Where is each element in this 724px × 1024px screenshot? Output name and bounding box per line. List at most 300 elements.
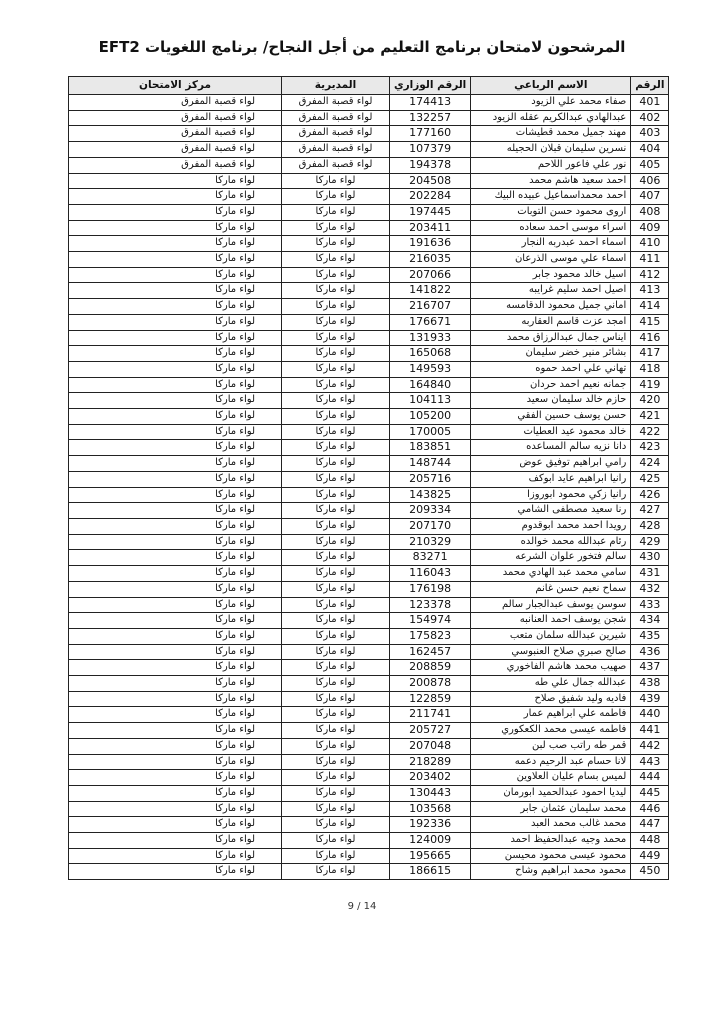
candidate-name: ليديا احمود عبدالحميد ابورمان: [471, 785, 631, 801]
directorate: لواء ماركا: [282, 785, 390, 801]
directorate: لواء ماركا: [282, 220, 390, 236]
table-row: [69, 142, 669, 158]
ministry-number: 141822: [390, 283, 471, 299]
row-number: 432: [631, 581, 669, 597]
ministry-number: 211741: [390, 707, 471, 723]
exam-center: لواء ماركا: [69, 770, 282, 786]
ministry-number: 123378: [390, 597, 471, 613]
ministry-number: 131933: [390, 330, 471, 346]
row-number: 424: [631, 456, 669, 472]
directorate: لواء ماركا: [282, 409, 390, 425]
ministry-number: 154974: [390, 613, 471, 629]
ministry-number: 148744: [390, 456, 471, 472]
exam-center: لواء ماركا: [69, 471, 282, 487]
ministry-number: 174413: [390, 95, 471, 111]
candidate-name: امجد عزت قاسم العقاربه: [471, 314, 631, 330]
ministry-number: 143825: [390, 487, 471, 503]
exam-center: لواء ماركا: [69, 864, 282, 880]
row-number: 423: [631, 440, 669, 456]
row-number: 413: [631, 283, 669, 299]
row-number: 437: [631, 660, 669, 676]
directorate: لواء ماركا: [282, 581, 390, 597]
table-row: [69, 361, 669, 377]
row-number: 427: [631, 503, 669, 519]
exam-center: لواء ماركا: [69, 440, 282, 456]
table-row: [69, 409, 669, 425]
candidate-name: محمد سليمان عثمان جابر: [471, 801, 631, 817]
table-row: [69, 173, 669, 189]
ministry-number: 107379: [390, 142, 471, 158]
directorate: لواء ماركا: [282, 660, 390, 676]
ministry-number: 202284: [390, 189, 471, 205]
ministry-number: 204508: [390, 173, 471, 189]
row-number: 403: [631, 126, 669, 142]
exam-center: لواء ماركا: [69, 377, 282, 393]
directorate: لواء ماركا: [282, 456, 390, 472]
candidate-name: محمد غالب محمد العبد: [471, 817, 631, 833]
candidate-name: محمود عيسى محمود محيسن: [471, 848, 631, 864]
row-number: 431: [631, 566, 669, 582]
row-number: 421: [631, 409, 669, 425]
row-number: 450: [631, 864, 669, 880]
exam-center: لواء ماركا: [69, 676, 282, 692]
table-row: [69, 487, 669, 503]
page-number: 9 / 14: [347, 901, 377, 912]
candidate-name: اسراء موسى احمد سعاده: [471, 220, 631, 236]
ministry-number: 183851: [390, 440, 471, 456]
row-number: 415: [631, 314, 669, 330]
candidate-name: رئام عبدالله محمد خوالده: [471, 534, 631, 550]
exam-center: لواء ماركا: [69, 299, 282, 315]
ministry-number: 105200: [390, 409, 471, 425]
candidate-name: لانا حسام عبد الرحيم دعمه: [471, 754, 631, 770]
candidate-name: شجن يوسف احمد العنانبه: [471, 613, 631, 629]
candidate-name: ايناس جمال عبدالرزاق محمد: [471, 330, 631, 346]
candidate-name: نور علي فاعور اللاحم: [471, 157, 631, 173]
row-number: 441: [631, 723, 669, 739]
table-row: [69, 252, 669, 268]
exam-center: لواء ماركا: [69, 534, 282, 550]
candidate-name: تهاني علي احمد حموه: [471, 361, 631, 377]
exam-center: لواء ماركا: [69, 597, 282, 613]
table-row: [69, 95, 669, 111]
row-number: 401: [631, 95, 669, 111]
exam-center: لواء ماركا: [69, 346, 282, 362]
ministry-number: 194378: [390, 157, 471, 173]
row-number: 435: [631, 628, 669, 644]
table-row: [69, 754, 669, 770]
exam-center: لواء ماركا: [69, 204, 282, 220]
table-row: [69, 534, 669, 550]
table-row: [69, 267, 669, 283]
exam-center: لواء ماركا: [69, 723, 282, 739]
candidate-name: رنا سعيد مصطفى الشامي: [471, 503, 631, 519]
row-number: 438: [631, 676, 669, 692]
table-row: [69, 189, 669, 205]
directorate: لواء ماركا: [282, 770, 390, 786]
exam-center: لواء قصبة المفرق: [69, 126, 282, 142]
row-number: 417: [631, 346, 669, 362]
row-number: 448: [631, 833, 669, 849]
ministry-number: 207170: [390, 518, 471, 534]
candidate-name: سامي محمد عبد الهادي محمد: [471, 566, 631, 582]
row-number: 425: [631, 471, 669, 487]
exam-center: لواء ماركا: [69, 613, 282, 629]
directorate: لواء ماركا: [282, 628, 390, 644]
ministry-number: 218289: [390, 754, 471, 770]
table-row: [69, 613, 669, 629]
candidate-name: رانيا زكي محمود ابوروزا: [471, 487, 631, 503]
candidate-name: احمد محمداسماعيل عبيده البيك: [471, 189, 631, 205]
candidate-name: صهيب محمد هاشم الفاخوري: [471, 660, 631, 676]
row-number: 428: [631, 518, 669, 534]
candidate-name: فاطمه علي ابراهيم عمار: [471, 707, 631, 723]
table-row: [69, 644, 669, 660]
table-row: [69, 691, 669, 707]
exam-center: لواء قصبة المفرق: [69, 157, 282, 173]
row-number: 409: [631, 220, 669, 236]
ministry-number: 176671: [390, 314, 471, 330]
ministry-number: 195665: [390, 848, 471, 864]
table-row: [69, 424, 669, 440]
directorate: لواء ماركا: [282, 833, 390, 849]
ministry-number: 200878: [390, 676, 471, 692]
table-row: [69, 723, 669, 739]
candidate-name: محمد وجيه عبدالحفيظ احمد: [471, 833, 631, 849]
header-directorate: المديرية: [282, 77, 390, 95]
table-row: [69, 440, 669, 456]
candidate-name: سالم فتخور علوان الشرعه: [471, 550, 631, 566]
exam-center: لواء ماركا: [69, 518, 282, 534]
table-row: [69, 801, 669, 817]
exam-center: لواء ماركا: [69, 738, 282, 754]
row-number: 447: [631, 817, 669, 833]
ministry-number: 216035: [390, 252, 471, 268]
directorate: لواء ماركا: [282, 518, 390, 534]
table-row: [69, 220, 669, 236]
candidate-name: سماح نعيم حسن غانم: [471, 581, 631, 597]
table-row: [69, 110, 669, 126]
exam-center: لواء ماركا: [69, 628, 282, 644]
directorate: لواء ماركا: [282, 267, 390, 283]
ministry-number: 192336: [390, 817, 471, 833]
ministry-number: 197445: [390, 204, 471, 220]
table-body: [69, 95, 669, 880]
candidate-name: لميس بسام عليان العلاوين: [471, 770, 631, 786]
table-row: [69, 770, 669, 786]
table-row: [69, 738, 669, 754]
row-number: 419: [631, 377, 669, 393]
candidate-name: رامي ابراهيم توفيق عوض: [471, 456, 631, 472]
candidate-name: اروى محمود حسن التوبات: [471, 204, 631, 220]
directorate: لواء ماركا: [282, 487, 390, 503]
directorate: لواء قصبة المفرق: [282, 110, 390, 126]
row-number: 406: [631, 173, 669, 189]
row-number: 411: [631, 252, 669, 268]
exam-center: لواء ماركا: [69, 550, 282, 566]
exam-center: لواء ماركا: [69, 456, 282, 472]
exam-center: لواء ماركا: [69, 691, 282, 707]
ministry-number: 207048: [390, 738, 471, 754]
row-number: 444: [631, 770, 669, 786]
candidate-name: دانا نزيه سالم المساعده: [471, 440, 631, 456]
exam-center: لواء ماركا: [69, 707, 282, 723]
table-row: [69, 503, 669, 519]
ministry-number: 149593: [390, 361, 471, 377]
ministry-number: 116043: [390, 566, 471, 582]
directorate: لواء قصبة المفرق: [282, 142, 390, 158]
directorate: لواء ماركا: [282, 346, 390, 362]
exam-center: لواء ماركا: [69, 581, 282, 597]
exam-center: لواء ماركا: [69, 566, 282, 582]
table-row: [69, 393, 669, 409]
candidate-name: نسرين سليمان قبلان الحجيله: [471, 142, 631, 158]
exam-center: لواء ماركا: [69, 236, 282, 252]
ministry-number: 132257: [390, 110, 471, 126]
row-number: 433: [631, 597, 669, 613]
row-number: 405: [631, 157, 669, 173]
ministry-number: 209334: [390, 503, 471, 519]
candidate-name: محمود محمد ابراهيم وشاح: [471, 864, 631, 880]
directorate: لواء ماركا: [282, 361, 390, 377]
table-row: [69, 628, 669, 644]
table-row: [69, 314, 669, 330]
candidate-name: عبدالله جمال علي طه: [471, 676, 631, 692]
ministry-number: 170005: [390, 424, 471, 440]
table-row: [69, 833, 669, 849]
row-number: 436: [631, 644, 669, 660]
directorate: لواء ماركا: [282, 801, 390, 817]
candidate-name: بشائر منير خضر سليمان: [471, 346, 631, 362]
table-row: [69, 471, 669, 487]
row-number: 429: [631, 534, 669, 550]
ministry-number: 162457: [390, 644, 471, 660]
table-row: [69, 126, 669, 142]
table-row: [69, 597, 669, 613]
directorate: لواء ماركا: [282, 283, 390, 299]
row-number: 420: [631, 393, 669, 409]
directorate: لواء ماركا: [282, 471, 390, 487]
exam-center: لواء ماركا: [69, 754, 282, 770]
table-row: [69, 676, 669, 692]
table-row: [69, 283, 669, 299]
row-number: 412: [631, 267, 669, 283]
row-number: 445: [631, 785, 669, 801]
ministry-number: 205716: [390, 471, 471, 487]
candidate-name: حسن يوسف حسين الفقي: [471, 409, 631, 425]
table-row: [69, 204, 669, 220]
header-full-name: الاسم الرباعي: [471, 77, 631, 95]
candidate-name: رانيا ابراهيم عايد ابوكف: [471, 471, 631, 487]
directorate: لواء ماركا: [282, 440, 390, 456]
table-row: [69, 817, 669, 833]
table-row: [69, 848, 669, 864]
directorate: لواء ماركا: [282, 236, 390, 252]
candidate-name: فاطمه عيسى محمد الكعكوري: [471, 723, 631, 739]
page-title: المرشحون لامتحان برنامج التعليم من أجل النجاح/ برنامج اللغويات EFT2: [98, 38, 626, 56]
row-number: 414: [631, 299, 669, 315]
directorate: لواء قصبة المفرق: [282, 157, 390, 173]
ministry-number: 103568: [390, 801, 471, 817]
exam-center: لواء ماركا: [69, 267, 282, 283]
directorate: لواء ماركا: [282, 424, 390, 440]
row-number: 439: [631, 691, 669, 707]
exam-center: لواء ماركا: [69, 833, 282, 849]
directorate: لواء ماركا: [282, 503, 390, 519]
ministry-number: 186615: [390, 864, 471, 880]
directorate: لواء قصبة المفرق: [282, 95, 390, 111]
exam-center: لواء ماركا: [69, 314, 282, 330]
directorate: لواء ماركا: [282, 676, 390, 692]
candidate-name: اصيل احمد سليم غرايبه: [471, 283, 631, 299]
row-number: 449: [631, 848, 669, 864]
directorate: لواء ماركا: [282, 252, 390, 268]
candidate-name: صفاء محمد علي الزيود: [471, 95, 631, 111]
row-number: 422: [631, 424, 669, 440]
row-number: 410: [631, 236, 669, 252]
directorate: لواء ماركا: [282, 597, 390, 613]
exam-center: لواء قصبة المفرق: [69, 142, 282, 158]
directorate: لواء ماركا: [282, 613, 390, 629]
directorate: لواء ماركا: [282, 566, 390, 582]
exam-center: لواء ماركا: [69, 189, 282, 205]
ministry-number: 210329: [390, 534, 471, 550]
ministry-number: 124009: [390, 833, 471, 849]
exam-center: لواء ماركا: [69, 660, 282, 676]
ministry-number: 203411: [390, 220, 471, 236]
ministry-number: 216707: [390, 299, 471, 315]
directorate: لواء ماركا: [282, 393, 390, 409]
row-number: 416: [631, 330, 669, 346]
directorate: لواء ماركا: [282, 691, 390, 707]
table-row: [69, 299, 669, 315]
candidate-name: اسماء احمد عبدربه النجار: [471, 236, 631, 252]
table-row: [69, 377, 669, 393]
exam-center: لواء ماركا: [69, 330, 282, 346]
table-row: [69, 518, 669, 534]
directorate: لواء ماركا: [282, 817, 390, 833]
ministry-number: 191636: [390, 236, 471, 252]
row-number: 402: [631, 110, 669, 126]
exam-center: لواء ماركا: [69, 801, 282, 817]
row-number: 404: [631, 142, 669, 158]
candidate-name: حازم خالد سليمان سعيد: [471, 393, 631, 409]
table-row: [69, 456, 669, 472]
directorate: لواء ماركا: [282, 204, 390, 220]
candidate-name: فاديه وليد شفيق صلاح: [471, 691, 631, 707]
ministry-number: 175823: [390, 628, 471, 644]
directorate: لواء ماركا: [282, 330, 390, 346]
row-number: 442: [631, 738, 669, 754]
directorate: لواء ماركا: [282, 848, 390, 864]
table-row: [69, 330, 669, 346]
directorate: لواء ماركا: [282, 189, 390, 205]
exam-center: لواء ماركا: [69, 252, 282, 268]
row-number: 408: [631, 204, 669, 220]
directorate: لواء ماركا: [282, 173, 390, 189]
exam-center: لواء قصبة المفرق: [69, 95, 282, 111]
directorate: لواء ماركا: [282, 754, 390, 770]
candidate-name: عبدالهادي عبدالكريم عقله الزيود: [471, 110, 631, 126]
candidate-name: سوسن يوسف عبدالجبار سالم: [471, 597, 631, 613]
exam-center: لواء قصبة المفرق: [69, 110, 282, 126]
candidate-name: اسيل خالد محمود جابر: [471, 267, 631, 283]
exam-center: لواء ماركا: [69, 409, 282, 425]
row-number: 430: [631, 550, 669, 566]
exam-center: لواء ماركا: [69, 393, 282, 409]
row-number: 418: [631, 361, 669, 377]
exam-center: لواء ماركا: [69, 220, 282, 236]
directorate: لواء ماركا: [282, 738, 390, 754]
table-row: [69, 581, 669, 597]
row-number: 443: [631, 754, 669, 770]
table-row: [69, 157, 669, 173]
candidate-name: اماني جميل محمود الدقامسه: [471, 299, 631, 315]
directorate: لواء ماركا: [282, 723, 390, 739]
candidate-name: شيرين عبدالله سلمان متعب: [471, 628, 631, 644]
ministry-number: 164840: [390, 377, 471, 393]
ministry-number: 104113: [390, 393, 471, 409]
table-row: [69, 236, 669, 252]
exam-center: لواء ماركا: [69, 173, 282, 189]
candidate-name: قمر طه راتب صب لبن: [471, 738, 631, 754]
ministry-number: 207066: [390, 267, 471, 283]
directorate: لواء ماركا: [282, 550, 390, 566]
header-ministry-number: الرقم الوزاري: [390, 77, 471, 95]
directorate: لواء ماركا: [282, 864, 390, 880]
header-number: الرقم: [631, 77, 669, 95]
table-row: [69, 864, 669, 880]
directorate: لواء ماركا: [282, 534, 390, 550]
ministry-number: 176198: [390, 581, 471, 597]
exam-center: لواء ماركا: [69, 785, 282, 801]
exam-center: لواء ماركا: [69, 503, 282, 519]
directorate: لواء ماركا: [282, 377, 390, 393]
ministry-number: 208859: [390, 660, 471, 676]
row-number: 434: [631, 613, 669, 629]
directorate: لواء ماركا: [282, 314, 390, 330]
table-row: [69, 707, 669, 723]
row-number: 407: [631, 189, 669, 205]
table-row: [69, 785, 669, 801]
ministry-number: 122859: [390, 691, 471, 707]
exam-center: لواء ماركا: [69, 848, 282, 864]
candidate-name: احمد سعيد هاشم محمد: [471, 173, 631, 189]
candidates-table: [68, 76, 669, 880]
candidate-name: صالح صبري صلاح العنبوسي: [471, 644, 631, 660]
exam-center: لواء ماركا: [69, 487, 282, 503]
row-number: 440: [631, 707, 669, 723]
exam-center: لواء ماركا: [69, 817, 282, 833]
exam-center: لواء ماركا: [69, 283, 282, 299]
table-row: [69, 550, 669, 566]
exam-center: لواء ماركا: [69, 424, 282, 440]
ministry-number: 203402: [390, 770, 471, 786]
candidate-name: خالد محمود عيد العطيات: [471, 424, 631, 440]
candidate-name: جمانه نعيم احمد حردان: [471, 377, 631, 393]
directorate: لواء قصبة المفرق: [282, 126, 390, 142]
table-row: [69, 660, 669, 676]
candidate-name: اسماء علي موسى الذرعان: [471, 252, 631, 268]
directorate: لواء ماركا: [282, 644, 390, 660]
ministry-number: 177160: [390, 126, 471, 142]
table-row: [69, 346, 669, 362]
ministry-number: 165068: [390, 346, 471, 362]
table-row: [69, 566, 669, 582]
row-number: 446: [631, 801, 669, 817]
ministry-number: 83271: [390, 550, 471, 566]
directorate: لواء ماركا: [282, 707, 390, 723]
